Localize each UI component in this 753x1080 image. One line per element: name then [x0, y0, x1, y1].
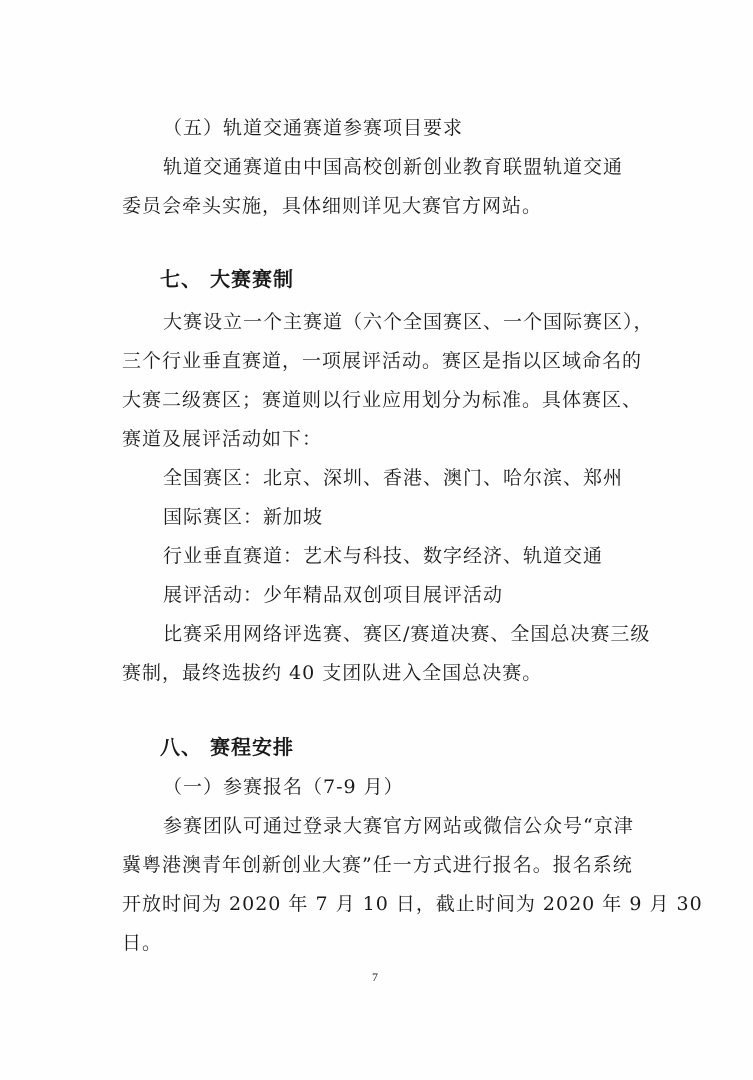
list-item: 全国赛区：北京、深圳、香港、澳门、哈尔滨、郑州 [163, 467, 624, 489]
list-item: 国际赛区：新加坡 [163, 506, 324, 528]
paragraph-line: 轨道交通赛道由中国高校创新创业教育联盟轨道交通 [163, 156, 624, 178]
paragraph-line: 赛道及展评活动如下： [122, 428, 323, 450]
paragraph-line: 参赛团队可通过登录大赛官方网站或微信公众号“京津 [163, 815, 634, 837]
subsection-heading-1: （一）参赛报名（7-9 月） [163, 776, 404, 798]
paragraph-line: 比赛采用网络评选赛、赛区/赛道决赛、全国总决赛三级 [163, 623, 651, 645]
paragraph-line: 赛制，最终选拔约 40 支团队进入全国总决赛。 [122, 662, 543, 684]
page-number: 7 [372, 970, 378, 984]
list-item: 展评活动：少年精品双创项目展评活动 [163, 584, 504, 606]
list-item: 行业垂直赛道：艺术与科技、数字经济、轨道交通 [163, 545, 604, 567]
paragraph-line: 大赛设立一个主赛道（六个全国赛区、一个国际赛区）， [163, 311, 654, 333]
section-heading-8: 八、 赛程安排 [160, 735, 294, 759]
section-heading-7: 七、 大赛赛制 [160, 267, 294, 291]
subsection-heading-5: （五）轨道交通赛道参赛项目要求 [163, 117, 464, 139]
paragraph-line: 开放时间为 2020 年 7 月 10 日，截止时间为 2020 年 9 月 30 [122, 893, 703, 915]
paragraph-line: 大赛二级赛区；赛道则以行业应用划分为标准。具体赛区、 [122, 389, 643, 411]
paragraph-line: 三个行业垂直赛道，一项展评活动。赛区是指以区域命名的 [122, 350, 643, 372]
paragraph-line: 日。 [122, 932, 163, 954]
paragraph-line: 冀粤港澳青年创新创业大赛”任一方式进行报名。报名系统 [122, 854, 633, 876]
paragraph-line: 委员会牵头实施，具体细则详见大赛官方网站。 [122, 195, 543, 217]
